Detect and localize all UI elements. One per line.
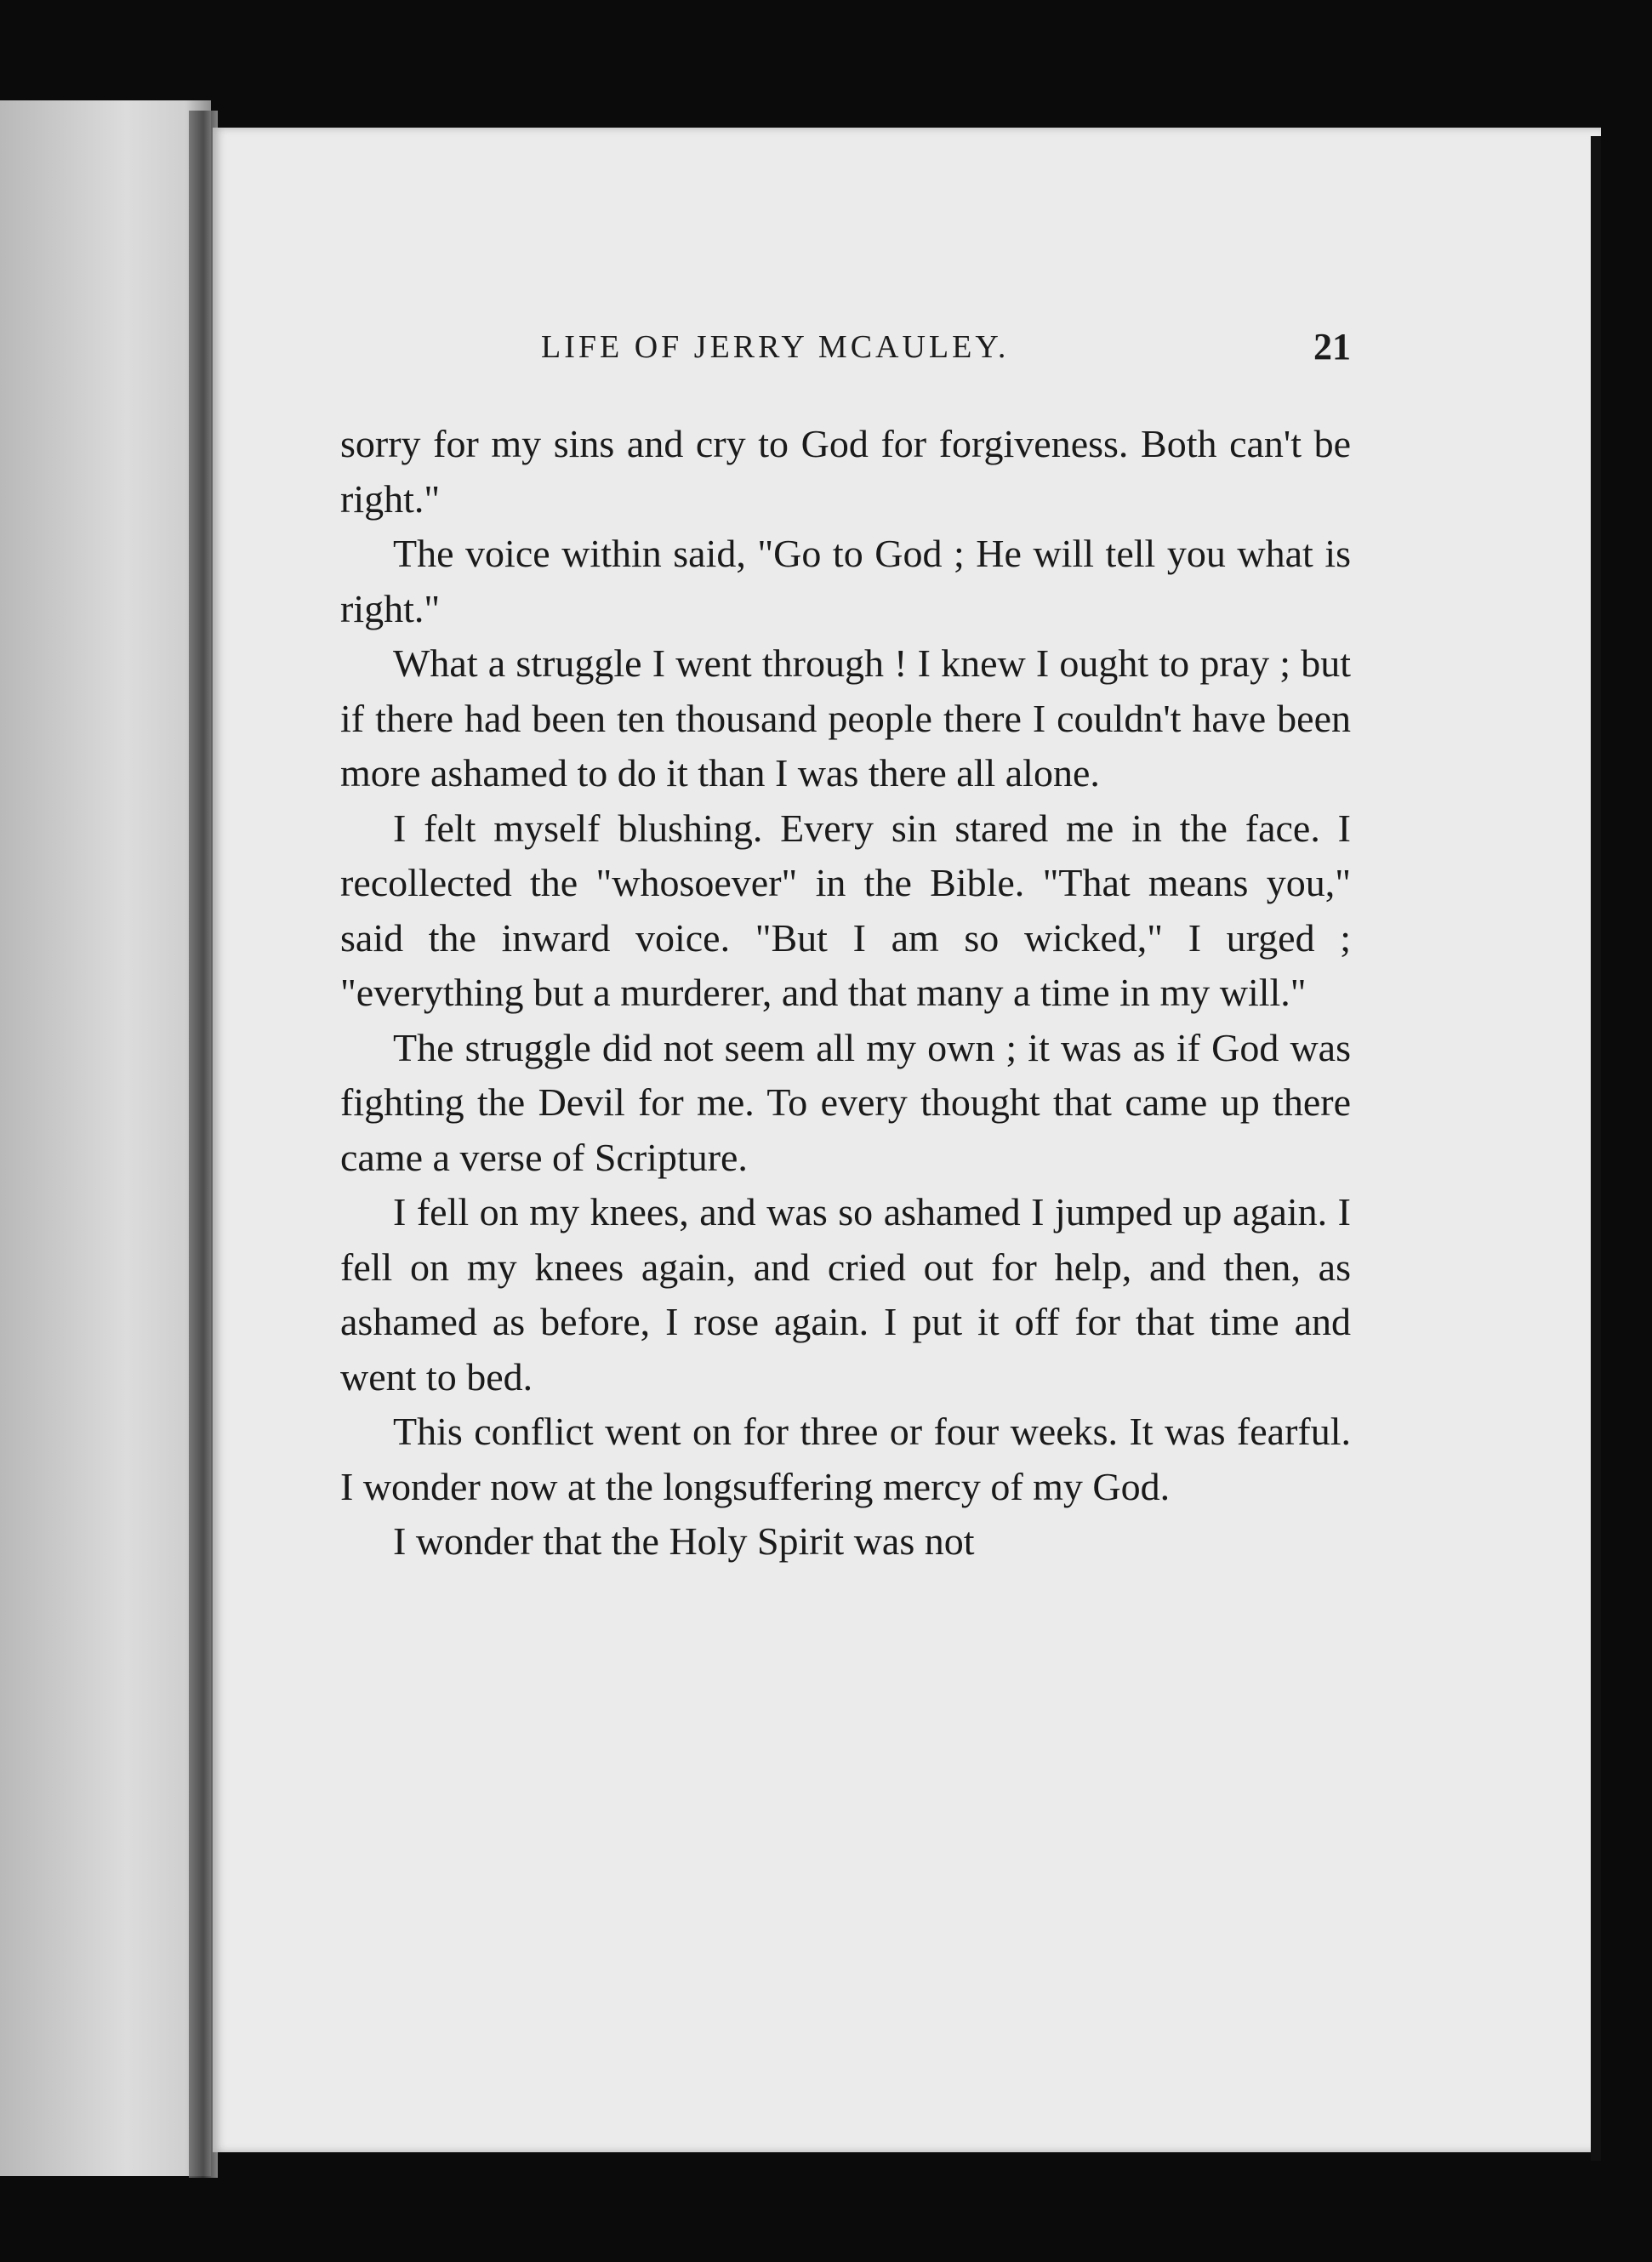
page-edge (1591, 136, 1601, 2161)
paragraph: The voice within said, "Go to God ; He will tell you what is right." (340, 532, 1351, 630)
paragraph: This conflict went on for three or four weeks. It was fearful. I wonder now at the longsuffering mercy of my God. (340, 1410, 1351, 1508)
paragraph: I wonder that the Holy Spirit was not (393, 1519, 975, 1563)
page-number: 21 (1313, 326, 1351, 368)
page-header (541, 323, 1351, 383)
paragraph: The struggle did not seem all my own ; it was as if God was fighting the Devil for me. To every thought that came up there came a verse of Scripture. (340, 1025, 1351, 1179)
paragraph: sorry for my sins and cry to God for forgiveness. Both can't be right." (340, 422, 1351, 521)
paragraph: I felt myself blushing. Every sin stared me in the face. I recollected the "whosoever" in the Bible. "That means you," said the inward voice. "But I am so wicked," I urged ; "everything but a murderer, and that many a time in my will." (340, 806, 1351, 1014)
body-text (340, 417, 1351, 1570)
left-page-edge (0, 100, 211, 2176)
paragraph: What a struggle I went through ! I knew I ought to pray ; but if there had been ten thousand people there I couldn't have been more ashamed to do it than I was there all alone. (340, 641, 1351, 795)
paragraph: I fell on my knees, and was so ashamed I jumped up again. I fell on my knees again, and cried out for help, and then, as ashamed as before, I rose again. I put it off for that time and went to bed. (340, 1190, 1351, 1399)
running-head: LIFE OF JERRY MCAULEY. (541, 329, 1010, 365)
